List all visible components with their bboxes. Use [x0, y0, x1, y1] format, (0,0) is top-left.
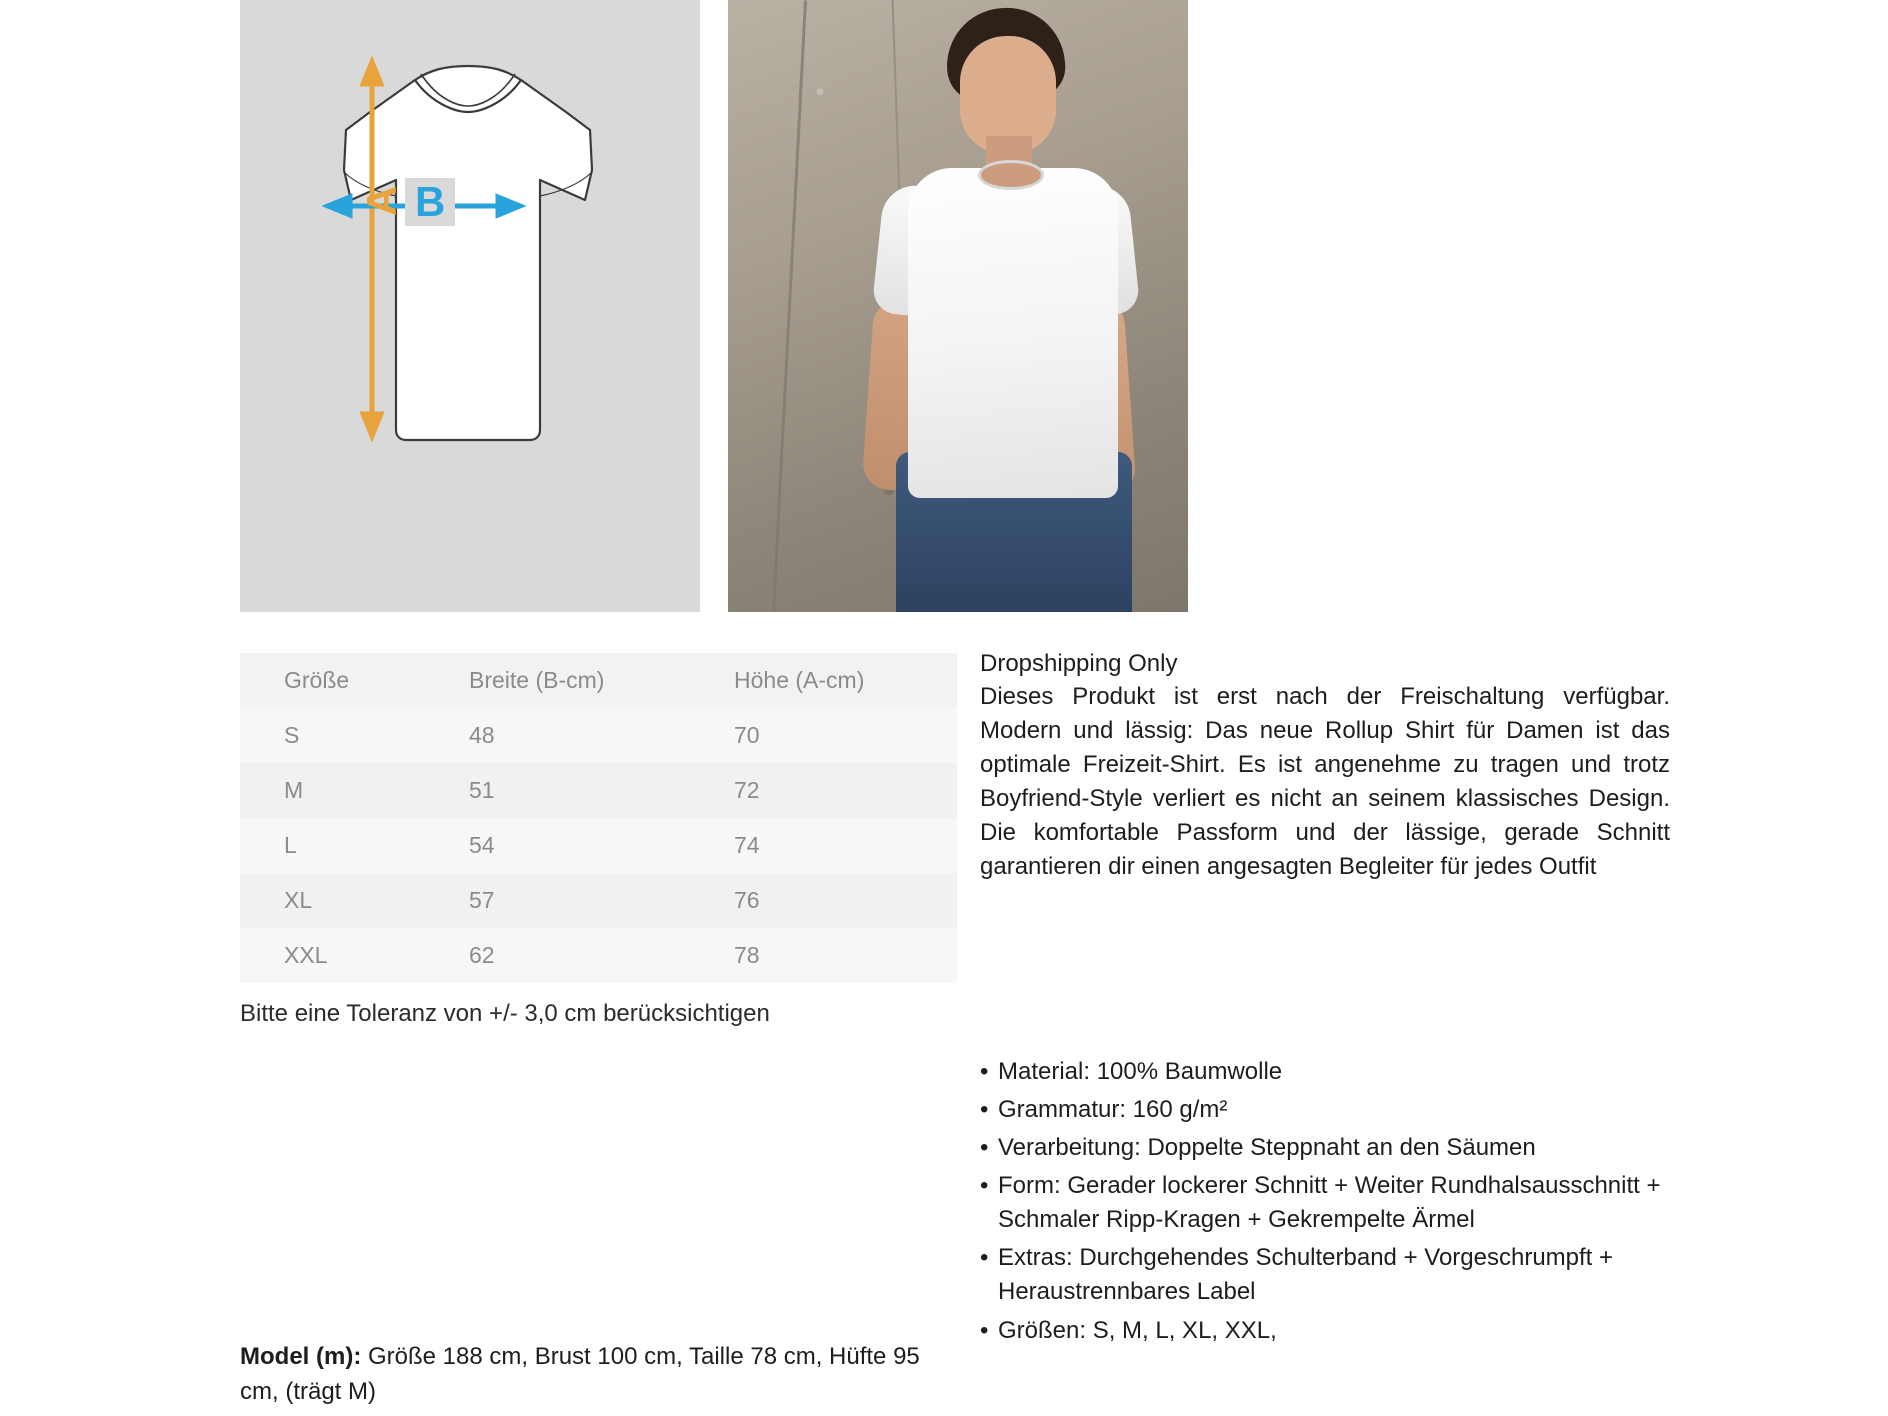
cell-width: 54 [469, 832, 495, 858]
bullet-icon: • [980, 1244, 989, 1272]
cell-height: 70 [734, 722, 760, 748]
list-item [980, 1055, 1680, 1089]
cell-height: 74 [734, 832, 760, 858]
size-chart-diagram [240, 0, 700, 612]
feature-list [980, 1055, 1680, 1352]
table-row [240, 873, 957, 928]
feature-text: Material: 100% Baumwolle [998, 1058, 1283, 1085]
cell-width: 48 [469, 722, 495, 748]
bullet-icon: • [980, 1058, 989, 1085]
header-height: Höhe (A-cm) [734, 667, 865, 693]
cell-size: XL [284, 887, 313, 913]
label-b: B [405, 178, 455, 226]
cell-height: 76 [734, 887, 760, 913]
size-table [240, 653, 957, 983]
feature-text: Extras: Durchgehendes Schulterband + Vorgeschrumpft + Heraustrennbares Label [998, 1244, 1614, 1306]
table-row [240, 818, 957, 873]
cell-height: 78 [734, 942, 760, 968]
bullet-icon: • [980, 1134, 989, 1162]
list-item [980, 1169, 1680, 1237]
header-width: Breite (B-cm) [469, 667, 605, 693]
cell-width: 62 [469, 942, 495, 968]
bullet-icon: • [980, 1172, 989, 1200]
list-item [980, 1093, 1680, 1127]
feature-text: Grammatur: 160 g/m² [998, 1096, 1228, 1124]
size-table-head [240, 653, 957, 708]
tshirt-outline-icon [240, 0, 700, 612]
table-row [240, 708, 957, 763]
shirt-collar [978, 160, 1044, 190]
model-measurements-note [240, 1340, 960, 1410]
cell-size: L [284, 832, 297, 858]
list-item [980, 1131, 1680, 1165]
description-block [980, 650, 1670, 884]
shirt-body [908, 168, 1118, 498]
size-table-body [240, 708, 957, 983]
table-header-row [240, 653, 957, 708]
cell-size: XXL [284, 942, 328, 968]
cell-size: M [284, 777, 304, 803]
cell-width: 51 [469, 777, 495, 803]
cell-width: 57 [469, 887, 495, 913]
label-a: A [358, 185, 405, 216]
list-item [980, 1314, 1680, 1348]
table-row [240, 928, 957, 983]
header-size: Größe [284, 667, 350, 693]
feature-text: Größen: S, M, L, XL, XXL, [998, 1316, 1277, 1344]
bullet-icon: • [980, 1096, 989, 1124]
list-item [980, 1241, 1680, 1309]
model-note-text: Größe 188 cm, Brust 100 cm, Taille 78 cm, Hüfte 95 cm, (trägt M) [240, 1343, 920, 1405]
product-description: Dieses Produkt ist erst nach der Freischaltung verfügbar. Modern und lässig: Das neue Rollup Shirt für Damen ist das optimale Freizeit-Shirt. Es ist angenehme zu tragen und trotz Boyfriend-Style verliert es nicht an seinem klassisches Design. Die komfortable Passform und der lässige, gerade Schnitt garantieren dir einen angesagten Begleiter für jedes Outfit [980, 683, 1670, 881]
tolerance-note: Bitte eine Toleranz von +/- 3,0 cm berücksichtigen [240, 1000, 770, 1027]
cell-height: 72 [734, 777, 760, 803]
dropshipping-label: Dropshipping Only [980, 650, 1178, 677]
table-row [240, 763, 957, 818]
image-row [240, 0, 1188, 612]
model-note-label: Model (m): [240, 1343, 362, 1370]
bullet-icon: • [980, 1316, 989, 1344]
feature-text: Verarbeitung: Doppelte Steppnaht an den Säumen [998, 1134, 1536, 1162]
cell-size: S [284, 722, 300, 748]
model-photo [728, 0, 1188, 612]
feature-text: Form: Gerader lockerer Schnitt + Weiter Rundhalsausschnitt + Schmaler Ripp-Kragen + Gekrempelte Ärmel [998, 1172, 1661, 1234]
